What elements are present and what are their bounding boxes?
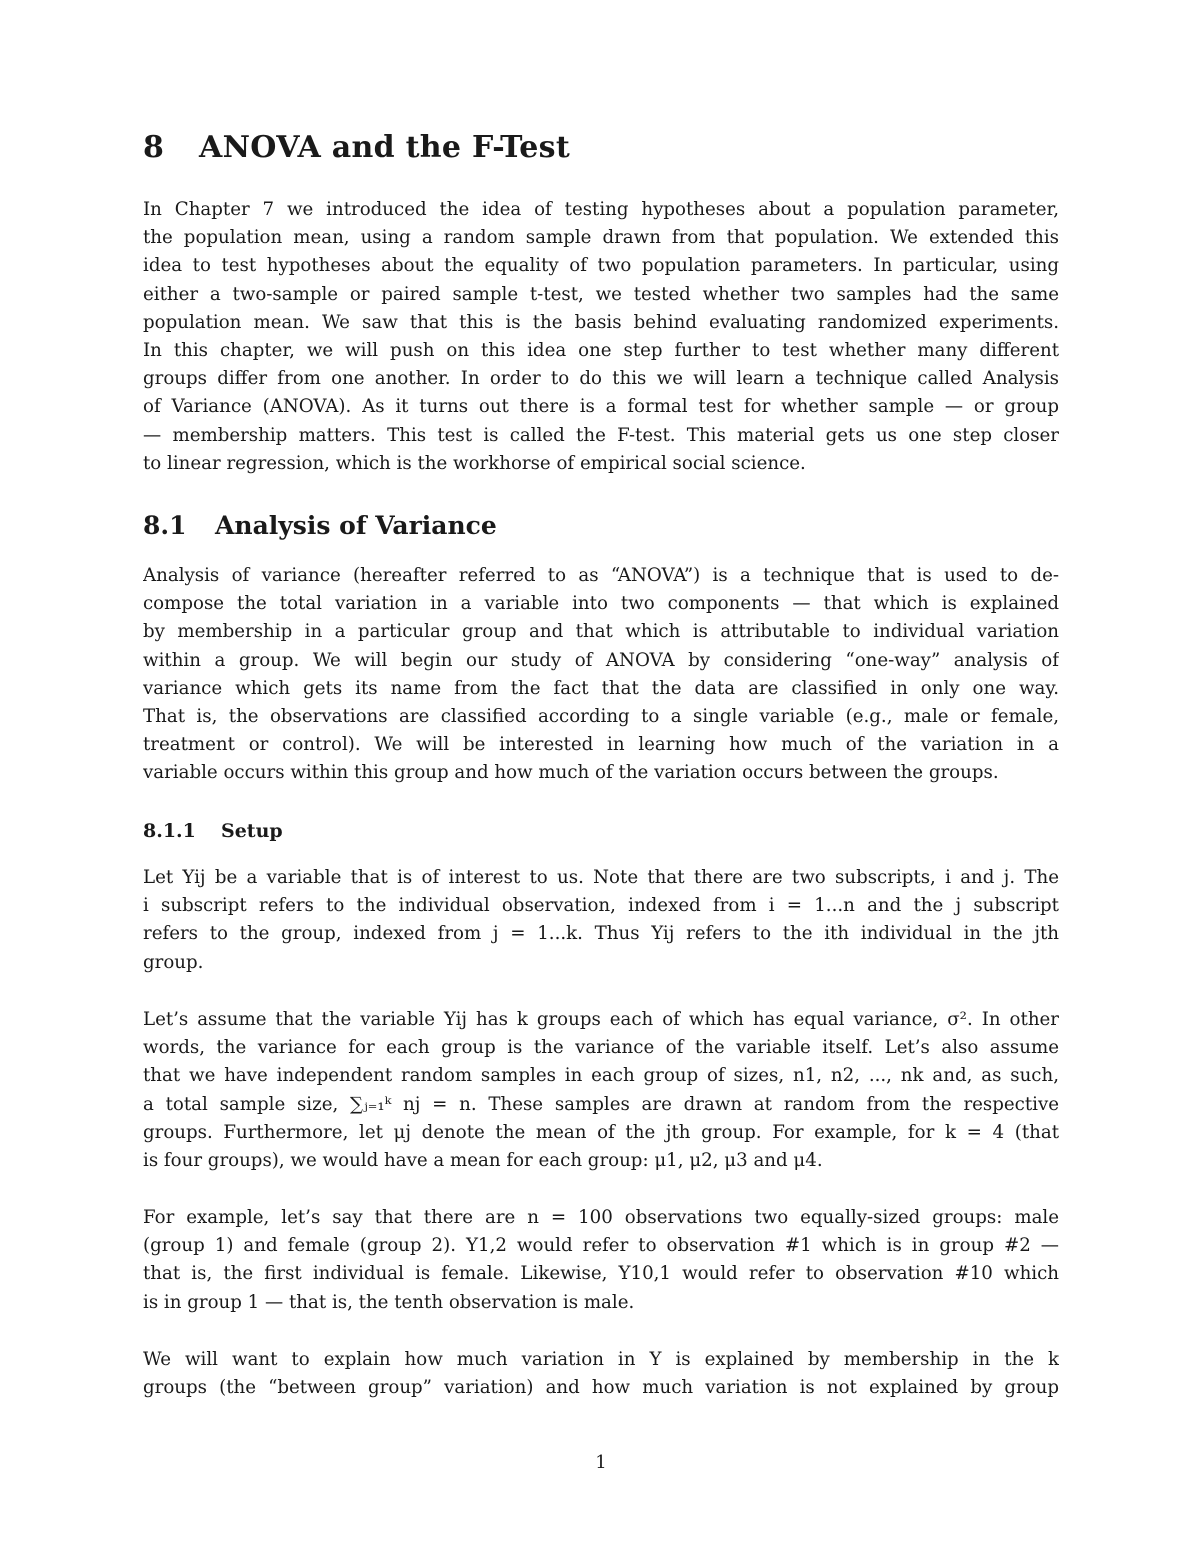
subsection-number: 8.1.1 <box>143 820 196 842</box>
text-line: idea to test hypotheses about the equality of two population parameters. In particular, using <box>143 255 1059 277</box>
text-line: For example, let’s say that there are n = 100 observations two equally-sized groups: male <box>143 1207 1059 1228</box>
text-line: of Variance (ANOVA). As it turns out there is a formal test for whether sample — or group <box>143 396 1059 418</box>
chapter-heading <box>143 130 570 165</box>
text-line: (group 1) and female (group 2). Y1,2 would refer to observation #1 which is in group #2 — <box>143 1235 1059 1257</box>
text-line: words, the variance for each group is the variance of the variable itself. Let’s also assume <box>143 1037 1059 1059</box>
chapter-number: 8 <box>143 130 165 165</box>
subsection-title: Setup <box>221 820 283 842</box>
subsection-heading <box>143 820 283 842</box>
text-line: refers to the group, indexed from j = 1...k. Thus Yij refers to the ith individual in the jth <box>143 923 1059 945</box>
example-paragraph <box>143 1204 1059 1317</box>
text-line: within a group. We will begin our study of ANOVA by considering “one-way” analysis of <box>143 649 1059 671</box>
text-line: variance which gets its name from the fact that the data are classified in only one way. <box>143 677 1059 699</box>
text-line: is in group 1 — that is, the tenth observation is male. <box>143 1291 635 1313</box>
intro-paragraph <box>143 196 1059 478</box>
text-line: that we have independent random samples in each group of sizes, n1, n2, ..., nk and, as such, <box>143 1065 1059 1087</box>
section-title: Analysis of Variance <box>215 511 497 540</box>
text-line: to linear regression, which is the workhorse of empirical social science. <box>143 452 806 474</box>
text-line: a total sample size, ∑ⱼ₌₁ᵏ nj = n. These samples are drawn at random from the respective <box>143 1093 1059 1115</box>
text-line: that is, the first individual is female. Likewise, Y10,1 would refer to observation #10 which <box>143 1263 1059 1285</box>
text-line: i subscript refers to the individual observation, indexed from i = 1...n and the j subscript <box>143 895 1059 917</box>
chapter-title: ANOVA and the F-Test <box>199 130 570 165</box>
text-line: That is, the observations are classified according to a single variable (e.g., male or female, <box>143 706 1059 728</box>
text-line: Let’s assume that the variable Yij has k groups each of which has equal variance, σ². In other <box>143 1009 1059 1030</box>
text-line: the population mean, using a random sample drawn from that population. We extended this <box>143 227 1059 249</box>
closing-paragraph <box>143 1346 1059 1402</box>
text-line: groups differ from one another. In order to do this we will learn a technique called Analysis <box>143 368 1059 390</box>
text-line: In Chapter 7 we introduced the idea of testing hypotheses about a population parameter, <box>143 199 1059 220</box>
text-line: Analysis of variance (hereafter referred to as “ANOVA”) is a technique that is used to de- <box>143 565 1059 586</box>
text-line: — membership matters. This test is called the F-test. This material gets us one step closer <box>143 424 1059 446</box>
assumption-paragraph <box>143 1006 1059 1175</box>
text-line: by membership in a particular group and that which is attributable to individual variation <box>143 621 1059 643</box>
anova-paragraph <box>143 562 1059 788</box>
text-line: population mean. We saw that this is the basis behind evaluating randomized experiments. <box>143 311 1059 333</box>
text-line: Let Yij be a variable that is of interest to us. Note that there are two subscripts, i and j. The <box>143 867 1059 888</box>
text-line: We will want to explain how much variation in Y is explained by membership in the k <box>143 1349 1059 1370</box>
text-line: groups (the “between group” variation) and how much variation is not explained by group <box>143 1377 1059 1399</box>
section-heading <box>143 511 497 540</box>
text-line: In this chapter, we will push on this idea one step further to test whether many different <box>143 340 1059 362</box>
text-line: group. <box>143 951 204 973</box>
page-number: 1 <box>595 1452 607 1473</box>
section-number: 8.1 <box>143 511 187 540</box>
text-line: groups. Furthermore, let μj denote the mean of the jth group. For example, for k = 4 (that <box>143 1121 1059 1143</box>
text-line: treatment or control). We will be interested in learning how much of the variation in a <box>143 734 1059 756</box>
text-line: variable occurs within this group and how much of the variation occurs between the groups. <box>143 762 999 784</box>
text-line: compose the total variation in a variable into two components — that which is explained <box>143 593 1059 615</box>
setup-paragraph <box>143 864 1059 977</box>
text-line: is four groups), we would have a mean for each group: μ1, μ2, μ3 and μ4. <box>143 1150 823 1172</box>
text-line: either a two-sample or paired sample t-test, we tested whether two samples had the same <box>143 283 1059 305</box>
